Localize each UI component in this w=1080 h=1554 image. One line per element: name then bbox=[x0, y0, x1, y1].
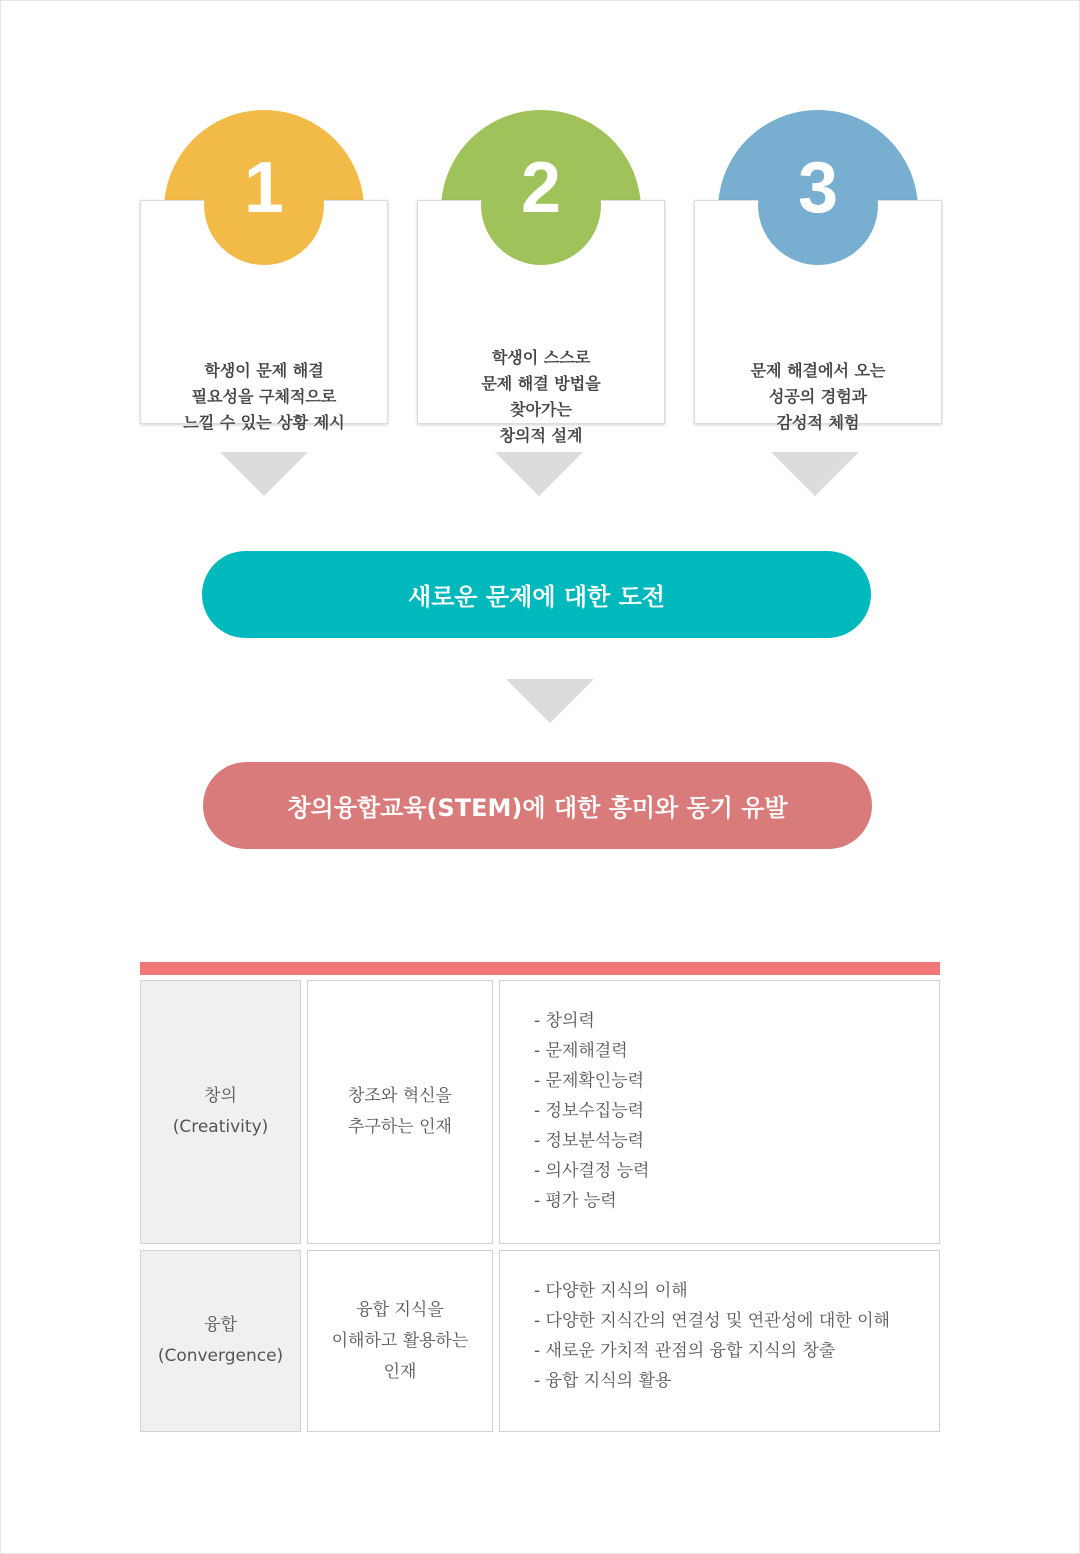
competency-list bbox=[534, 1276, 890, 1396]
table-row-description bbox=[307, 980, 493, 1244]
list-item: - 정보분석능력 bbox=[534, 1131, 645, 1151]
down-arrow-icon bbox=[771, 452, 859, 496]
list-item: - 평가 능력 bbox=[534, 1191, 617, 1211]
table-row-items bbox=[499, 1250, 940, 1432]
step-card-1 bbox=[140, 110, 388, 432]
down-arrow-icon bbox=[220, 452, 308, 496]
step-card-2 bbox=[417, 110, 665, 445]
table-row-items bbox=[499, 980, 940, 1244]
table-accent-bar bbox=[140, 962, 940, 975]
down-arrow-icon bbox=[495, 452, 583, 496]
list-item: - 문제해결력 bbox=[534, 1041, 628, 1061]
motivation-banner: 창의융합교육(STEM)에 대한 흥미와 동기 유발 bbox=[203, 762, 872, 849]
list-item: - 의사결정 능력 bbox=[534, 1161, 650, 1181]
down-arrow-icon bbox=[506, 679, 594, 723]
list-item: - 정보수집능력 bbox=[534, 1101, 645, 1121]
table-row-description bbox=[307, 1250, 493, 1432]
description-text: 창조와 혁신을 추구하는 인재 bbox=[348, 1086, 452, 1137]
list-item: - 새로운 가치적 관점의 융합 지식의 창출 bbox=[534, 1341, 836, 1361]
step-text: 학생이 문제 해결 필요성을 구체적으로 느낄 수 있는 상황 제시 bbox=[183, 360, 345, 432]
step-number: 2 bbox=[520, 148, 562, 228]
step-text: 학생이 스스로 문제 해결 방법을 찾아가는 창의적 설계 bbox=[481, 347, 601, 445]
category-label: 창의 (Creativity) bbox=[172, 1086, 269, 1137]
step-number: 3 bbox=[797, 148, 839, 228]
step-card-3 bbox=[694, 110, 942, 432]
list-item: - 다양한 지식간의 연결성 및 연관성에 대한 이해 bbox=[534, 1311, 890, 1331]
category-label: 융합 (Convergence) bbox=[157, 1315, 284, 1366]
list-item: - 창의력 bbox=[534, 1011, 595, 1031]
step-text: 문제 해결에서 오는 성공의 경험과 감성적 체험 bbox=[750, 360, 886, 432]
table-row-category bbox=[140, 980, 301, 1244]
competency-list bbox=[534, 1006, 649, 1216]
description-text: 융합 지식을 이해하고 활용하는 인재 bbox=[331, 1299, 469, 1382]
list-item: - 융합 지식의 활용 bbox=[534, 1371, 672, 1391]
list-item: - 다양한 지식의 이해 bbox=[534, 1281, 688, 1301]
step-number: 1 bbox=[243, 148, 285, 228]
challenge-banner: 새로운 문제에 대한 도전 bbox=[202, 551, 871, 638]
table-row-category bbox=[140, 1250, 301, 1432]
list-item: - 문제확인능력 bbox=[534, 1071, 645, 1091]
